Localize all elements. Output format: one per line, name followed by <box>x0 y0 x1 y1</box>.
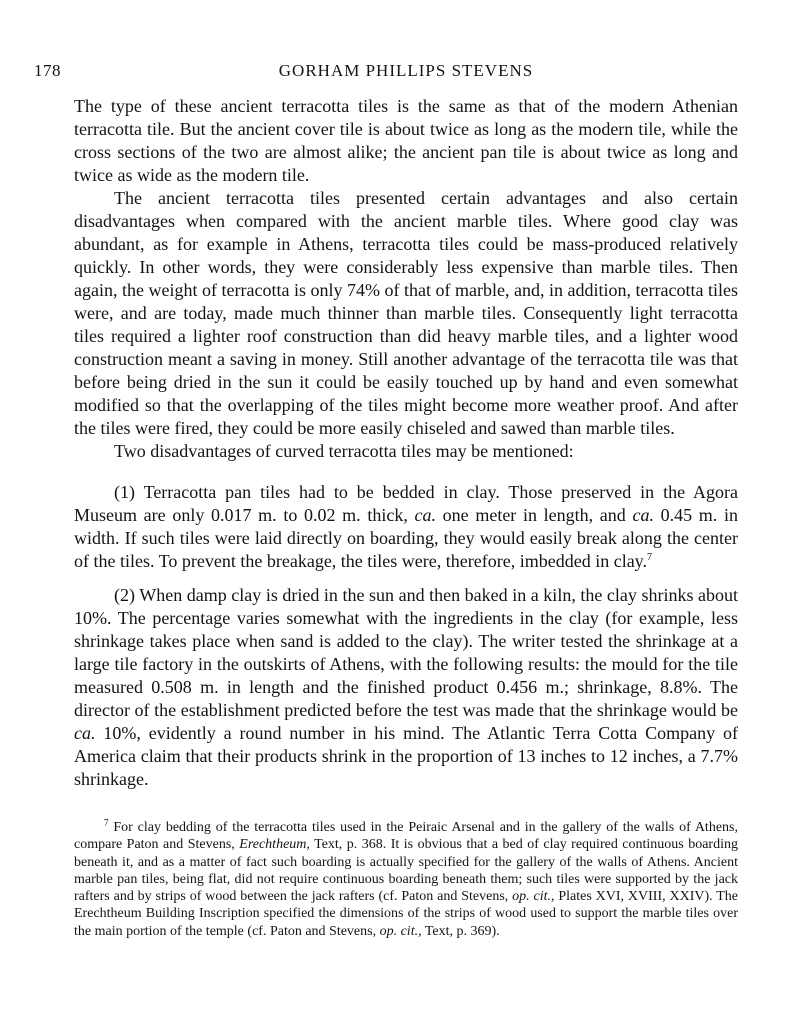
running-title: GORHAM PHILLIPS STEVENS <box>278 61 534 80</box>
footnote-7: $^7$ For clay bedding of the terracotta tiles used in the Peiraic Arsenal and in the gallery of the walls of Athens, compare Paton and Stevens, Erechtheum, Text, p. 368. It is obvious that a bed of clay required continuous boarding beneath it, and as a matter of fact such boarding is actually specified for the gallery of the walls of Athens. Ancient marble pan tiles, being flat, did not require continuous boarding beneath them; such tiles were supported by the jack rafters and by strips of wood between the jack rafters (cf. Paton and Stevens, op. cit., Plates XVI, XVIII, XXIV). The Erechtheum Building Inscription specified the dimensions of the strips of wood used to support the marble tiles over the main portion of the temple (cf. Paton and Stevens, op. cit., Text, p. 369). <box>74 817 739 939</box>
main-text <box>74 95 738 791</box>
paragraph-3: Two disadvantages of curved terracotta tiles may be mentioned: <box>114 441 574 461</box>
footnote-ref[interactable]: 7 <box>647 552 653 563</box>
page-number: 178 <box>34 61 61 80</box>
running-header <box>34 61 738 85</box>
footnote <box>74 819 738 940</box>
list-item-1: (1) Terracotta pan tiles had to be bedded in clay. Those preserved in the Agora Museum are only 0.017 m. to 0.02 m. thick, ca. one meter in length, and ca. 0.45 m. in width. If such tiles were laid directly on boarding, they would easily break along the center of the tiles. To prevent the breakage, the tiles were, therefore, imbedded in clay.$^7$ <box>74 482 738 571</box>
list-item-2: (2) When damp clay is dried in the sun and then baked in a kiln, the clay shrinks about 10%. The percentage varies somewhat with the ingredients in the clay (for example, less shrinkage takes place when sand is added to the clay). The writer tested the shrinkage at a large tile factory in the outskirts of Athens, with the following results: the mould for the tile measured 0.508 m. in length and the finished product 0.456 m.; shrinkage, 8.8%. The director of the establishment predicted before the test was made that the shrinkage would be ca. 10%, evidently a round number in his mind. The Atlantic Terra Cotta Company of America claim that their products shrink in the proportion of 13 inches to 12 inches, a 7.7% shrinkage. <box>74 585 738 789</box>
paragraph-2: The ancient terracotta tiles presented certain advantages and also certain disadvantages when compared with the ancient marble tiles. Where good clay was abundant, as for example in Athens, terracotta tiles could be mass-produced relatively quickly. In other words, they were considerably less expensive than marble tiles. Then again, the weight of terracotta is only 74% of that of marble, and, in addition, terracotta tiles were, and are today, made much thinner than marble tiles. Consequently light terracotta tiles required a lighter roof construction than did heavy marble tiles, and a lighter wood construction meant a saving in money. Still another advantage of the terracotta tile was that before being dried in the sun it could be easily touched up by hand and even somewhat modified so that the overlapping of the tiles might become more weather proof. And after the tiles were fired, they could be more easily chiseled and sawed than marble tiles. <box>74 188 738 438</box>
footnote-mark: 7 <box>104 817 109 828</box>
paragraph-1: The type of these ancient terracotta tiles is the same as that of the modern Athenian terracotta tile. But the ancient cover tile is about twice as long as the modern tile, while the cross sections of the two are almost alike; the ancient pan tile is about twice as long and twice as wide as the modern tile. <box>74 96 738 185</box>
